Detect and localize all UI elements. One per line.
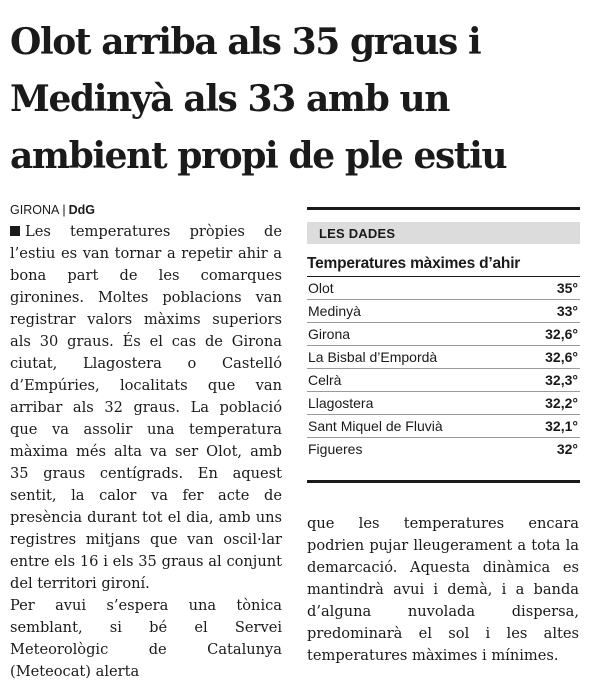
- temperature-city: Medinyà: [308, 303, 361, 319]
- byline-separator: |: [62, 203, 66, 217]
- facts-header-label: LES DADES: [319, 225, 396, 241]
- temperature-row: [307, 392, 580, 415]
- temperature-row: [307, 323, 580, 346]
- facts-box: [307, 207, 580, 483]
- facts-bottom-rule: [307, 480, 580, 483]
- temperature-city: Sant Miquel de Fluvià: [308, 418, 443, 434]
- byline-author: DdG: [68, 203, 95, 217]
- temperature-city: Olot: [308, 280, 334, 296]
- facts-top-rule: [307, 207, 580, 210]
- facts-title: Temperatures màximes d’ahir: [307, 255, 521, 272]
- temperature-value: 35°: [556, 280, 578, 296]
- temperature-city: La Bisbal d’Empordà: [308, 349, 438, 365]
- temperature-value: 32,1°: [545, 418, 578, 434]
- article-paragraph-1-text: Les temperatures pròpies de l’estiu es van tornar a repetir ahir a bona part de les comarques gironines. Moltes poblacions van registrar valors màxims superiors als 30 graus. És el cas de Girona ciutat, Llagostera o Castelló d’Empúries, localitats que van arribar als 32 graus. La població que va assolir una temperatura màxima més alta va ser Olot, amb 35 graus centígrads. En aquest sentit, la calor va fer acte de presència durant tot el dia, amb uns registres mitjans que van oscil·lar entre els 16 i els 35 graus al conjunt del territori gironí.: [10, 223, 282, 592]
- article-paragraph-2-continued: que les temperatures encara podrien pujar lleugerament a tota la demarcació. Aquesta dinàmica es mantindrà avui i demà, i a banda d’alguna nuvolada dispersa, predominarà el sol i les altes temperatures màximes i mínimes.: [307, 515, 579, 664]
- temperature-value: 32,6°: [545, 349, 578, 365]
- paragraph-start-square-icon: [10, 226, 20, 236]
- temperature-row: [307, 346, 580, 369]
- temperature-list: [307, 277, 580, 460]
- temperature-row: [307, 277, 580, 300]
- temperature-city: Llagostera: [308, 395, 374, 411]
- temperature-row: [307, 438, 580, 460]
- temperature-value: 32,6°: [545, 326, 578, 342]
- article-paragraph-1: [10, 221, 282, 595]
- article-column-left: [10, 221, 282, 683]
- temperature-row: [307, 300, 580, 323]
- article-paragraph-2: Per avui s’espera una tònica semblant, si bé el Servei Meteorològic de Catalunya (Meteocat) alerta: [10, 597, 282, 680]
- byline-location: GIRONA: [10, 203, 60, 217]
- temperature-value: 32,3°: [545, 372, 578, 388]
- headline: Olot arriba als 35 graus i Medinyà als 33 amb un ambient propi de ple estiu: [10, 21, 507, 177]
- temperature-city: Figueres: [308, 441, 363, 457]
- temperature-row: [307, 369, 580, 392]
- temperature-value: 32,2°: [545, 395, 578, 411]
- temperature-row: [307, 415, 580, 438]
- temperature-city: Girona: [308, 326, 351, 342]
- byline: [10, 203, 95, 217]
- article-column-right: [307, 513, 579, 667]
- facts-header-bar: [307, 222, 580, 244]
- temperature-value: 32°: [556, 441, 578, 457]
- temperature-city: Celrà: [308, 372, 342, 388]
- temperature-value: 33°: [556, 303, 578, 319]
